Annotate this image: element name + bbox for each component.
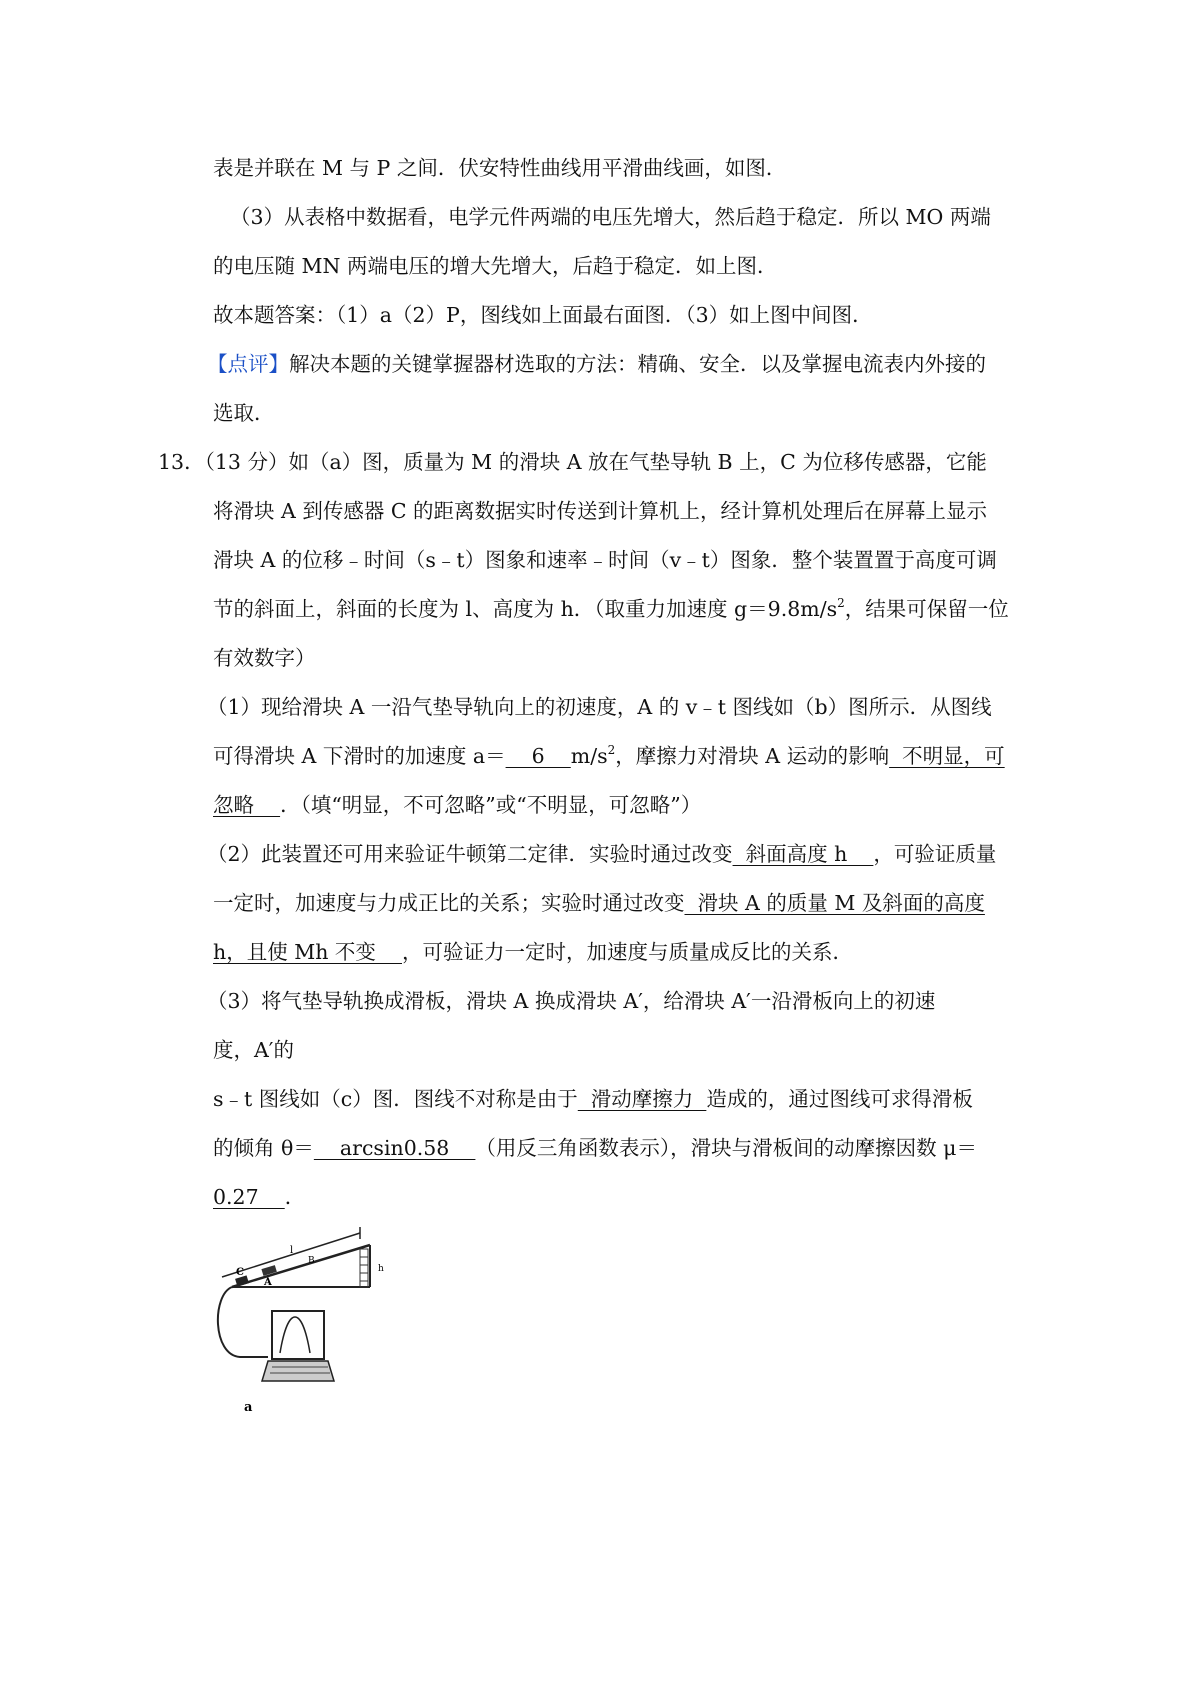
answer-change-mass-2: h，且使 Mh 不变 <box>213 940 402 964</box>
prev-line-1: 表是并联在 M 与 P 之间．伏安特性曲线用平滑曲线画，如图． <box>213 156 787 180</box>
label-a: A <box>264 1277 272 1288</box>
part3-line-1: （3）将气垫导轨换成滑板，滑块 A 换成滑块 A′，给滑块 A′一沿滑板向上的初速 <box>207 989 936 1013</box>
part2-text-2a: 一定时，加速度与力成正比的关系；实验时通过改变 <box>213 891 685 915</box>
question-stem-4 <box>213 596 1009 621</box>
label-l: l <box>290 1245 294 1256</box>
question-stem-1: （13 分）如（a）图，质量为 M 的滑块 A 放在气垫导轨 B 上，C 为位移传感器，它能 <box>204 450 987 474</box>
part2-line-3 <box>213 942 853 963</box>
unit: m/s <box>570 744 608 768</box>
figure-caption: a <box>244 1400 253 1415</box>
part1-line-2 <box>213 743 1005 768</box>
part1-line-3 <box>213 795 701 816</box>
comment-tag: 【点评】 <box>207 352 289 376</box>
comment-line <box>207 354 986 375</box>
question-stem-5: 有效数字） <box>213 646 316 670</box>
part3-text-4b: （用反三角函数表示），滑块与滑板间的动摩擦因数 μ＝ <box>475 1136 978 1160</box>
prev-part3-line-2: 的电压随 MN 两端电压的增大先增大，后趋于稳定．如上图． <box>213 254 778 278</box>
cable <box>218 1287 268 1357</box>
part1-text-3: ．（填“明显，不可忽略”或“不明显，可忽略”） <box>280 793 702 817</box>
answer-friction-1: 不明显，可 <box>889 744 1005 768</box>
part3-line-4 <box>213 1138 977 1159</box>
part2-text-3: ，可验证力一定时，加速度与质量成反比的关系． <box>402 940 853 964</box>
part3-text-b: 造成的，通过图线可求得滑板 <box>706 1087 973 1111</box>
part2-text-a: （2）此装置还可用来验证牛顿第二定律．实验时通过改变 <box>207 842 733 866</box>
part2-text-b: ，可验证质量 <box>873 842 997 866</box>
screen-graph <box>280 1317 310 1353</box>
comment-line-2: 选取． <box>213 401 275 425</box>
figure-a <box>210 1205 395 1425</box>
part3-text-5: ． <box>284 1185 306 1209</box>
question-stem-3: 滑块 A 的位移﹣时间（s﹣t）图象和速率﹣时间（v﹣t）图象．整个装置置于高度可调 <box>213 548 997 572</box>
part3-text-4a: 的倾角 θ＝ <box>213 1136 314 1160</box>
answer-change-height: 斜面高度 h <box>732 842 874 866</box>
prev-answer: 故本题答案：（1）a（2）P，图线如上面最右面图．（3）如上图中间图． <box>213 303 873 327</box>
superscript: 2 <box>607 743 616 757</box>
part3-line-2: 度，A′的 <box>213 1038 294 1062</box>
answer-sliding-friction: 滑动摩擦力 <box>577 1087 707 1111</box>
question-13-line-1 <box>158 452 987 473</box>
part3-line-3 <box>213 1089 973 1110</box>
part2-line-1 <box>207 844 996 865</box>
label-h: h <box>378 1264 384 1274</box>
answer-angle: arcsin0.58 <box>313 1136 476 1160</box>
question-number: 13． <box>158 450 205 474</box>
label-b: B <box>308 1256 315 1266</box>
part2-line-2 <box>213 893 985 914</box>
part1-text-c: ，摩擦力对滑块 A 运动的影响 <box>615 744 890 768</box>
answer-acceleration: 6 <box>505 744 571 768</box>
superscript: 2 <box>837 596 845 610</box>
answer-friction-2: 忽略 <box>213 793 281 817</box>
comment-text: 解决本题的关键掌握器材选取的方法：精确、安全．以及掌握电流表内外接的 <box>289 352 986 376</box>
answer-friction-coefficient: 0.27 <box>213 1185 285 1209</box>
part3-text-a: s﹣t 图线如（c）图．图线不对称是由于 <box>213 1087 578 1111</box>
question-stem-4b: ，结果可保留一位 <box>844 597 1009 621</box>
part1-text-a: 可得滑块 A 下滑时的加速度 a＝ <box>213 744 506 768</box>
figure-a-drawing <box>210 1205 395 1425</box>
prev-part3-line-1: （3）从表格中数据看，电学元件两端的电压先增大，然后趋于稳定．所以 MO 两端 <box>230 205 991 229</box>
laptop-keyboard <box>262 1361 334 1381</box>
part1-line-1: （1）现给滑块 A 一沿气垫导轨向上的初速度，A 的 v﹣t 图线如（b）图所示．从图线 <box>207 695 992 719</box>
question-stem-2: 将滑块 A 到传感器 C 的距离数据实时传送到计算机上，经计算机处理后在屏幕上显示 <box>213 499 988 523</box>
answer-change-mass-1: 滑块 A 的质量 M 及斜面的高度 <box>684 891 985 915</box>
question-stem-4a: 节的斜面上，斜面的长度为 l、高度为 h．（取重力加速度 g＝9.8m/s <box>213 597 838 621</box>
label-c: C <box>236 1267 244 1278</box>
